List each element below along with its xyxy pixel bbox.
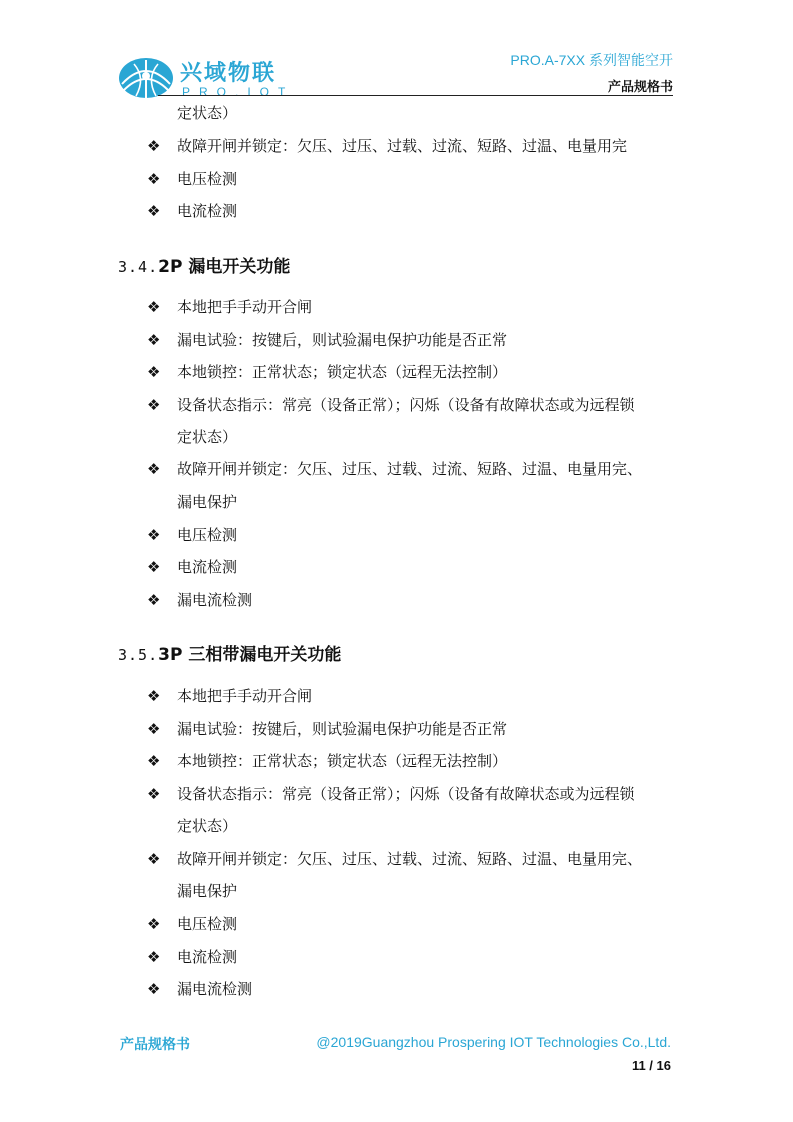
list-item: 设备状态指示：常亮（设备正常）；闪烁（设备有故障状态或为远程锁 xyxy=(177,396,635,414)
bullet-icon: ❖ xyxy=(147,948,161,966)
footer-copyright: @2019Guangzhou Prospering IOT Technologies Co.,Ltd. xyxy=(316,1034,671,1050)
bullet-icon: ❖ xyxy=(147,363,161,381)
list-item: 本地把手手动开合闸 xyxy=(177,298,313,316)
list-item-continuation: 漏电保护 xyxy=(177,882,238,900)
list-item: 本地把手手动开合闸 xyxy=(177,687,313,705)
list-item-continuation: 定状态） xyxy=(177,817,238,835)
page-number: 11 / 16 xyxy=(631,1058,671,1073)
logo-en-text: PRO.IOT xyxy=(182,85,295,99)
bullet-icon: ❖ xyxy=(147,785,161,803)
list-item: 设备状态指示：常亮（设备正常）；闪烁（设备有故障状态或为远程锁 xyxy=(177,785,635,803)
section-number: 3.4. xyxy=(118,258,159,276)
list-item: 故障开闸并锁定：欠压、过压、过载、过流、短路、过温、电量用完 xyxy=(177,137,628,155)
list-item: 本地锁控：正常状态；锁定状态（远程无法控制） xyxy=(177,363,508,381)
header-divider xyxy=(158,95,673,96)
logo-cn-text: 兴域物联 xyxy=(180,61,277,86)
list-item-continuation: 漏电保护 xyxy=(177,493,238,511)
bullet-icon: ❖ xyxy=(147,460,161,478)
list-item: 电流检测 xyxy=(177,202,238,220)
section-heading xyxy=(118,256,290,278)
list-item: 电压检测 xyxy=(177,170,238,188)
bullet-icon: ❖ xyxy=(147,298,161,316)
list-item-continuation: 定状态） xyxy=(177,104,238,122)
bullet-icon: ❖ xyxy=(147,850,161,868)
bullet-icon: ❖ xyxy=(147,331,161,349)
bullet-icon: ❖ xyxy=(147,687,161,705)
section-heading xyxy=(118,644,341,666)
bullet-icon: ❖ xyxy=(147,558,161,576)
bullet-icon: ❖ xyxy=(147,980,161,998)
list-item: 漏电流检测 xyxy=(177,591,253,609)
section-number: 3.5. xyxy=(118,646,159,664)
bullet-icon: ❖ xyxy=(147,137,161,155)
list-item: 电压检测 xyxy=(177,526,238,544)
list-item-continuation: 定状态） xyxy=(177,428,238,446)
list-item: 故障开闸并锁定：欠压、过压、过载、过流、短路、过温、电量用完、 xyxy=(177,460,643,478)
logo-globe-icon xyxy=(119,58,173,98)
list-item: 漏电试验：按键后，则试验漏电保护功能是否正常 xyxy=(177,331,508,349)
bullet-icon: ❖ xyxy=(147,752,161,770)
footer-doc-type: 产品规格书 xyxy=(120,1037,190,1053)
page-header xyxy=(0,0,793,100)
list-item: 电流检测 xyxy=(177,558,238,576)
list-item: 故障开闸并锁定：欠压、过压、过载、过流、短路、过温、电量用完、 xyxy=(177,850,643,868)
section-title: 2P 漏电开关功能 xyxy=(158,257,291,277)
bullet-icon: ❖ xyxy=(147,915,161,933)
list-item: 漏电试验：按键后，则试验漏电保护功能是否正常 xyxy=(177,720,508,738)
bullet-icon: ❖ xyxy=(147,202,161,220)
bullet-icon: ❖ xyxy=(147,170,161,188)
list-item: 电流检测 xyxy=(177,948,238,966)
list-item: 本地锁控：正常状态；锁定状态（远程无法控制） xyxy=(177,752,508,770)
header-product-name: PRO.A-7XX 系列智能空开 xyxy=(510,52,673,68)
list-item: 电压检测 xyxy=(177,915,238,933)
header-doc-type: 产品规格书 xyxy=(607,80,673,95)
bullet-icon: ❖ xyxy=(147,591,161,609)
bullet-icon: ❖ xyxy=(147,720,161,738)
company-logo xyxy=(118,48,295,100)
bullet-icon: ❖ xyxy=(147,396,161,414)
section-title: 3P 三相带漏电开关功能 xyxy=(158,645,342,665)
list-item: 漏电流检测 xyxy=(177,980,253,998)
bullet-icon: ❖ xyxy=(147,526,161,544)
